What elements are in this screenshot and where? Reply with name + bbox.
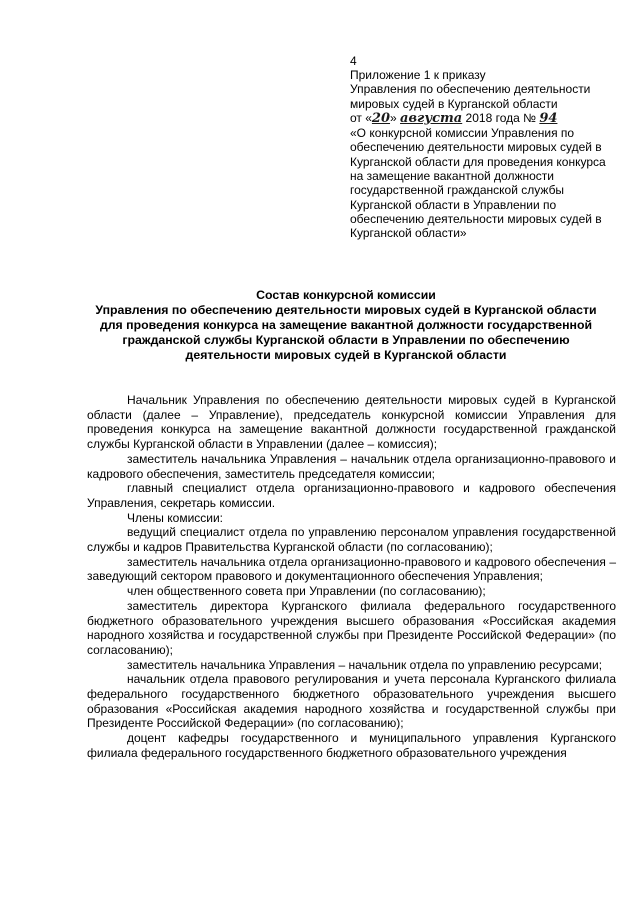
commission-composition bbox=[87, 393, 616, 761]
title-line-3: для проведения конкурса на замещение вакантной должности государственной bbox=[99, 318, 593, 332]
paragraph-member: член общественного совета при Управлении (по согласованию); bbox=[127, 584, 486, 599]
title-line-5: деятельности мировых судей в Курганской области bbox=[185, 348, 507, 362]
title-line-2: Управления по обеспечению деятельности мировых судей в Курганской области bbox=[95, 303, 597, 317]
appendix-header bbox=[350, 68, 618, 241]
appendix-line-1: Приложение 1 к приказу bbox=[350, 68, 486, 82]
title-line-4: гражданской службы Курганской области в Управлении по обеспечению bbox=[122, 333, 570, 347]
paragraph-member: доцент кафедры государственного и муниципального управления Курганского филиала федерального государственного бюджетного образовательного учреждения bbox=[87, 731, 616, 760]
date-prefix: от « bbox=[350, 110, 372, 125]
appendix-line-3: мировых судей в Курганской области bbox=[350, 96, 558, 111]
date-mid: » bbox=[390, 110, 397, 125]
paragraph-secretary: главный специалист отдела организационно-правового и кадрового обеспечения Управления, секретарь комиссии. bbox=[87, 481, 616, 510]
paragraph-member: начальник отдела правового регулирования и учета персонала Курганского филиала федерального государственного бюджетного образовательного учреждения высшего образования «Российская академия народного хозяйства и государственной службы при Президенте Российской Федерации» (по согласованию); bbox=[87, 672, 616, 731]
date-year: 2018 года № bbox=[465, 110, 536, 125]
date-day-handwritten: 20 bbox=[371, 110, 391, 126]
paragraph-chairman: Начальник Управления по обеспечению деятельности мировых судей в Курганской области (далее – Управление), председатель конкурсной комиссии Управления для проведения конкурса на замещение вакантной должности государственной гражданской службы Курганской области в Управлении (далее – комиссия); bbox=[87, 393, 616, 452]
appendix-line-2: Управления по обеспечению деятельности bbox=[350, 82, 591, 97]
paragraph-member: заместитель начальника Управления – начальник отдела по управлению ресурсами; bbox=[127, 657, 603, 672]
paragraph-member: заместитель директора Курганского филиала федерального государственного бюджетного образовательного учреждения высшего образования «Российская академия народного хозяйства и государственной службы при Президенте Российской Федерации» (по согласованию); bbox=[87, 598, 616, 657]
paragraph-members-heading: Члены комиссии: bbox=[127, 510, 224, 525]
paragraph-member: ведущий специалист отдела по управлению персоналом управления государственной службы и кадров Правительства Курганской области (по согласованию); bbox=[87, 525, 616, 555]
page-number: 4 bbox=[350, 54, 357, 68]
paragraph-deputy-chairman: заместитель начальника Управления – начальник отдела организационно-правового и кадрового обеспечения, заместитель председателя комиссии; bbox=[87, 451, 616, 481]
paragraph-member: заместитель начальника отдела организационно-правового и кадрового обеспечения – заведующий сектором правового и документационного обеспечения Управления; bbox=[87, 554, 616, 584]
order-date-line bbox=[350, 111, 618, 126]
date-month-handwritten: августа bbox=[400, 110, 463, 126]
order-subject: «О конкурсной комиссии Управления по обеспечению деятельности мировых судей в Курганской области для проведения конкурса на замещение вакантной должности государственной гражданской службы Курганской области в Управлении по обеспечению деятельности мировых судей в Курганской области» bbox=[350, 126, 606, 241]
title-line-1: Состав конкурсной комиссии bbox=[256, 288, 436, 302]
document-title bbox=[80, 288, 612, 363]
order-number-handwritten: 94 bbox=[539, 110, 558, 126]
